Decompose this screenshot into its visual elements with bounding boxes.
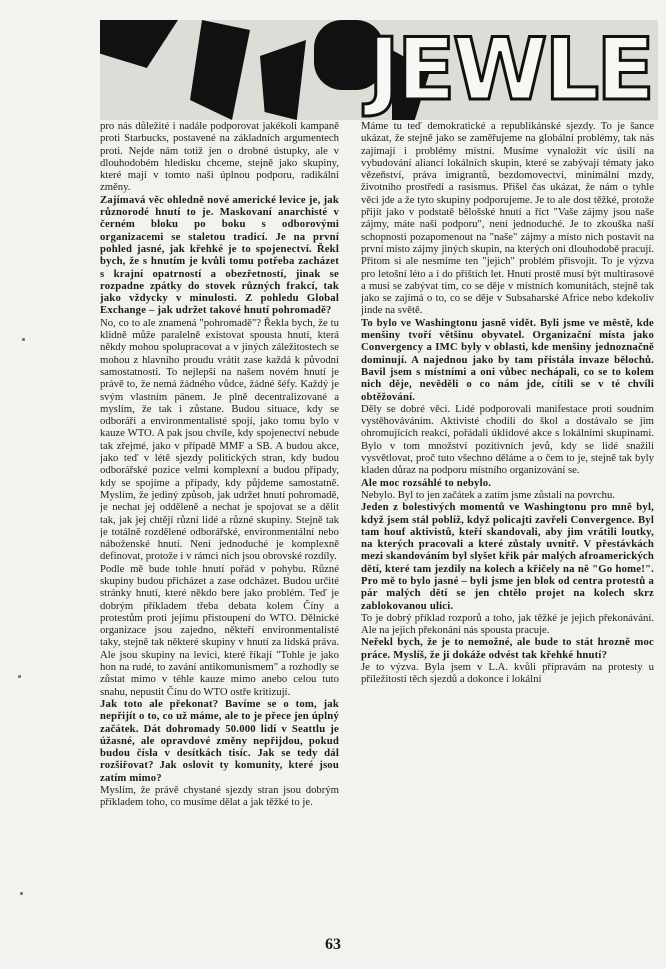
body-paragraph: Podle mě bude tohle hnutí pořád v pohybu. Různé skupiny budou přicházet a zase odcházet. Budou určité stránky hnutí, které někdo bere jako problém. Teď je dobrým příkladem třeba debata kolem Číny a protestům proti jejímu přistoupení do WTO. Dělnické organizace jsou zajedno, někteří environmentalisté taky, stejně tak některé skupiny v hnutí za lidská práva. Ale jsou skupiny na levici, které říkají "Tohle je jako hon na rudé, to zavání antikomunismem" a rozhodly se zůstat mimo v téhle kauze mimo anebo celou tuto snahu, nepustit Čínu do WTO ostře kritizují.: [100, 562, 339, 698]
body-paragraph: To je dobrý příklad rozporů a toho, jak těžké je jejich překonávání. Ale na jejich překonání nás spousta pracuje.: [361, 611, 654, 637]
header-collage-image: [100, 20, 658, 120]
body-paragraph: pro nás důležité i nadále podporovat jakékoli kampaně proti Starbucks, postavené na základních argumentech proti. Nejde nám totiž jen o drobné ústupky, ale v dlouhodobém hledisku chceme, stejně jako skupiny, které mají v tomto naši úplnou podporu, radikální změny.: [100, 120, 339, 194]
header-graphic-lettering: JEWLE: [367, 20, 652, 120]
interview-question: To bylo ve Washingtonu jasně vidět. Byli jsme ve městě, kde menšiny tvoří většinu obyvatel. Organizační místa jako Convergency a IMC byly v oblasti, kde menšiny jednoznačně dominují. A najednou jako by tam přistála invaze bělochů. Bavil jsem s místními a oni vůbec nechápali, co se to kolem nich děje, nevěděli o co nám jde, cítili se v té chvíli obtěžování.: [361, 316, 654, 403]
left-text-column: [100, 120, 339, 942]
body-paragraph: Myslím, že právě chystané sjezdy stran jsou dobrým příkladem toho, co musíme dělat a jak těžké to je.: [100, 784, 339, 809]
body-paragraph: Nebylo. Byl to jen začátek a zatím jsme zůstali na povrchu.: [361, 488, 616, 501]
right-text-column: [361, 120, 654, 942]
interview-question: Jeden z bolestivých momentů ve Washingtonu pro mně byl, když jsem stál poblíž, když policajti zavřeli Convergence. Byl tam houf aktivistů, kteří skandovali, aby jim vrátili loutky, na kterých pracovali a které zůstaly uvnitř. V přestávkách mezi skandováním byl slyšet křik pár malých afroamerických dětí, které tam jezdily na kolech a křičely na ně "Go home!". Pro mě to bylo jasné – byli jsme jen blok od centra protestů a pár malých dětí se jen chtělo projet na kolech skrz zablokovanou ulici.: [361, 501, 654, 612]
interview-question: Zajímavá věc ohledně nové americké levice je, jak různorodé hnutí to je. Maskovaní anarchisté v černém bloku po boku s odborovými organizacemi se staletou tradicí. Je na první pohled jasné, jak křehké je to spojenectví. Řekl bych, že s hnutím je kvůli tomu potřeba zacházet s krajní opatrností a obezřetností, jinak se rozpadne zpátky do stovek různých frakcí, tak jako vždycky v minulosti. Z pohledu Global Exchange – jak udržet takové hnutí pohromadě?: [100, 193, 339, 317]
body-paragraph: Je to výzva. Byla jsem v L.A. kvůli přípravám na protesty u příležitosti těch sjezdů a dokonce i lokální: [361, 661, 654, 686]
collage-shape: [260, 40, 306, 120]
margin-mark: [22, 338, 25, 341]
interview-question: Ale moc rozsáhlé to nebylo.: [361, 476, 492, 489]
interview-question: Jak toto ale překonat? Bavíme se o tom, jak nepřijít o to, co už máme, ale to je přece jen úplný začátek. Dát dohromady 50.000 lidí v Seattlu je úžasné, ale opravdové změny nepřijdou, pokud budou čísla v desítkách tisíc. Jak se tedy dál rozšiřovat? Jak oslovit ty komunity, které jsou zatím mimo?: [100, 697, 339, 784]
collage-shape: [100, 20, 178, 68]
interview-question: Neřekl bych, že je to nemožné, ale bude to stát hrozně moc práce. Myslíš, že ji dokáže odvést tak křehké hnutí?: [361, 636, 654, 661]
body-paragraph: Máme tu teď demokratické a republikánské sjezdy. To je šance ukázat, že stejně jako se zaměřujeme na globální problémy, tak nás zajímají i problémy místní. Musíme vynaložit víc úsilí na vybudování aliancí lokálních skupin, které se zabývají tématy jako vězeňství, práva imigrantů, bezdomovectví, minimální mzdy, životního prostředí a rasismus. Přišel čas ukázat, že nám o tyhle věci jde a že tyto skupiny podporujeme. Je to ale dost těžké, protože přijít jako v podstatě bělošské hnutí a říct "Vaše zájmy jsou naše zájmy, máte naši podporu", není jednoduché. Je to zkouška naší schopnosti pozapomenout na "naše" zájmy a místo nich postavit na první místo zájmy jiných skupin, na kterých oni dlouhodobě pracují. Přitom si ale nesmíme ten "jejich" problém přisvojit. To je výzva pro letošní léto a i do příštích let. Hnutí prostě musí být multirasové a musí se zabývat tím, co se děje v místních komunitách, stejně tak jako se zajímá o to, co se děje v Subsaharské Africe nebo kdekoliv jinde na světě.: [361, 120, 654, 317]
body-paragraph: Děly se dobré věci. Lidé podporovali manifestace proti soudním vystěhováváním. Aktivisté chodili do škol a dostávalo se jim ohromujících reakcí, pořádali úklidové akce s lokálními skupinami. Bylo v tom množství pozitivních jevů, kdy se lidé snažili vysvětlovat, proč tuto všechno děláme a o čem to je, stejně tak byly kladen důraz na podporu místního organizování se.: [361, 402, 654, 477]
margin-mark: [20, 892, 23, 895]
collage-shape: [190, 20, 250, 120]
page-number: 63: [325, 936, 341, 953]
margin-mark: [18, 675, 21, 678]
body-paragraph: No, co to ale znamená "pohromadě"? Řekla bych, že tu klidně může paralelně existovat spousta hnutí, která někdy mohou spolupracovat a v jiných záležitostech se mohou z hlavního proudu vrátit zase každá k původní samostatnosti. To nejlepší na našem novém hnutí je právě to, že nemá žádného vůdce, žádné šéfy. Každý je svým vlastním pánem. Je plně decentralizované a myslím, že tak i zůstane. Budou situace, kdy se odboráři a environmentalisté spojí, jako tomu bylo v kauze WTO. A pak jsou chvíle, kdy spojenectví nebude tak zřejmé, jako v případě MMF a SB. A budou akce, jako teď v létě sjezdy politických stran, kdy budou odborářské pozice velmi komplexní a budou případy, kdy se spojíme a případy, kdy půjdeme samostatně. Myslím, že jediný způsob, jak udržet hnutí pohromadě, je nechat jej odděleně a nechat je spojovat se a dělit tak, jak jej chtějí různí lidé a různé skupiny. Stejně tak je totálně rozdělené odborářské, environmentální nebo náboženské hnutí. Není jednoduché je komplexně definovat, protože i v rámci nich jsou obrovské rozdíly.: [100, 316, 339, 563]
